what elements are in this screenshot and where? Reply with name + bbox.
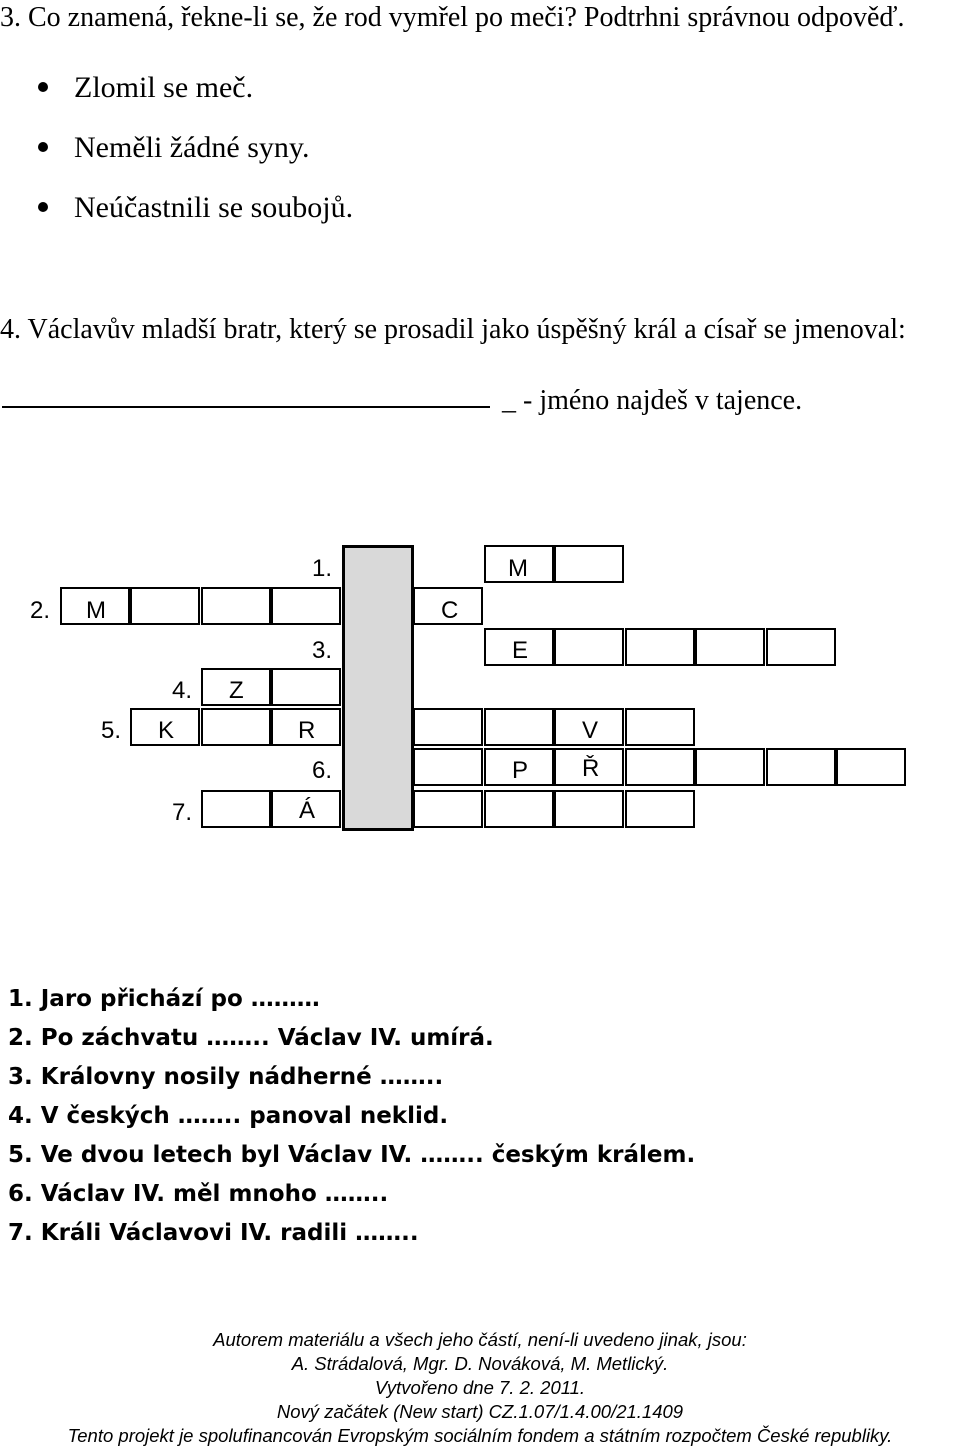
crossword-cell[interactable] — [554, 790, 624, 828]
answer-option-3[interactable] — [38, 190, 353, 226]
given-letter: P — [512, 757, 529, 784]
clue-item: 7. Králi Václavovi IV. radili …….. — [8, 1220, 419, 1246]
crossword-cell[interactable] — [130, 587, 200, 625]
given-letter: M — [508, 555, 528, 582]
crossword-cell[interactable] — [413, 708, 483, 746]
row-number: 1. — [312, 555, 333, 582]
given-letter: C — [441, 597, 459, 624]
crossword-cell[interactable] — [554, 545, 624, 583]
crossword-cell[interactable] — [271, 668, 341, 706]
footer-line: Nový začátek (New start) CZ.1.07/1.4.00/21.1409 — [276, 1401, 684, 1422]
clue-item: 4. V českých …….. panoval neklid. — [8, 1103, 449, 1129]
question-4-hint: _ - jméno najdeš v tajence. — [502, 385, 803, 416]
given-letter: Á — [299, 797, 316, 824]
crossword-cell[interactable] — [271, 587, 341, 625]
given-letter: Ř — [582, 755, 600, 782]
crossword-cell[interactable] — [625, 708, 695, 746]
bullet-icon — [38, 202, 48, 212]
row-number: 5. — [101, 717, 122, 744]
footer-line: Tento projekt je spolufinancován Evropským sociálním fondem a státním rozpočtem České republiky. — [67, 1425, 893, 1446]
footer-line: Vytvořeno dne 7. 2. 2011. — [374, 1377, 586, 1398]
footer-line: Autorem materiálu a všech jeho částí, není-li uvedeno jinak, jsou: — [213, 1329, 747, 1350]
row-number: 7. — [172, 799, 193, 826]
crossword-cell[interactable] — [625, 628, 695, 666]
crossword-cell[interactable] — [695, 748, 765, 786]
given-letter: E — [512, 637, 529, 664]
answer-option-label: Neúčastnili se soubojů. — [74, 191, 354, 224]
clue-list — [8, 980, 695, 1253]
crossword-cell[interactable] — [484, 708, 554, 746]
given-letter: R — [298, 717, 316, 744]
answer-option-2[interactable] — [38, 130, 309, 166]
given-letter: K — [158, 717, 175, 744]
bullet-icon — [38, 142, 48, 152]
row-number: 3. — [312, 637, 333, 664]
crossword-cell[interactable] — [625, 790, 695, 828]
given-letter: Z — [229, 677, 244, 704]
row-number: 4. — [172, 677, 193, 704]
question-4-text: 4. Václavův mladší bratr, který se prosadil jako úspěšný král a císař se jmenoval: — [0, 314, 906, 345]
tajenka-column[interactable] — [342, 545, 414, 831]
answer-option-label: Neměli žádné syny. — [74, 131, 310, 164]
footer-credits — [0, 1328, 960, 1448]
answer-blank-line[interactable] — [2, 406, 490, 408]
clue-item: 2. Po záchvatu …….. Václav IV. umírá. — [8, 1025, 494, 1051]
bullet-icon — [38, 82, 48, 92]
clue-item: 1. Jaro přichází po ……… — [8, 986, 320, 1012]
footer-line: A. Strádalová, Mgr. D. Nováková, M. Metlický. — [291, 1353, 669, 1374]
given-letter: V — [582, 717, 599, 744]
given-letter: M — [86, 597, 106, 624]
row-number: 2. — [30, 597, 51, 624]
crossword-cell[interactable] — [201, 790, 271, 828]
crossword-cell[interactable] — [554, 628, 624, 666]
crossword-cell[interactable] — [413, 748, 483, 786]
crossword-cell[interactable] — [625, 748, 695, 786]
crossword-cell[interactable] — [766, 628, 836, 666]
answer-option-1[interactable] — [38, 70, 253, 106]
crossword-cell[interactable] — [201, 587, 271, 625]
crossword-cell[interactable] — [836, 748, 906, 786]
clue-item: 6. Václav IV. měl mnoho …….. — [8, 1181, 389, 1207]
crossword-cell[interactable] — [695, 628, 765, 666]
question-3-text: 3. Co znamená, řekne-li se, že rod vymřel po meči? Podtrhni správnou odpověď. — [0, 2, 905, 33]
clue-item: 3. Královny nosily nádherné …….. — [8, 1064, 444, 1090]
row-number: 6. — [312, 757, 333, 784]
answer-option-label: Zlomil se meč. — [74, 71, 254, 104]
crossword-cell[interactable] — [766, 748, 836, 786]
crossword-cell[interactable] — [484, 790, 554, 828]
crossword-cell[interactable] — [201, 708, 271, 746]
crossword-cell[interactable] — [413, 790, 483, 828]
clue-item: 5. Ve dvou letech byl Václav IV. …….. českým králem. — [8, 1142, 696, 1168]
